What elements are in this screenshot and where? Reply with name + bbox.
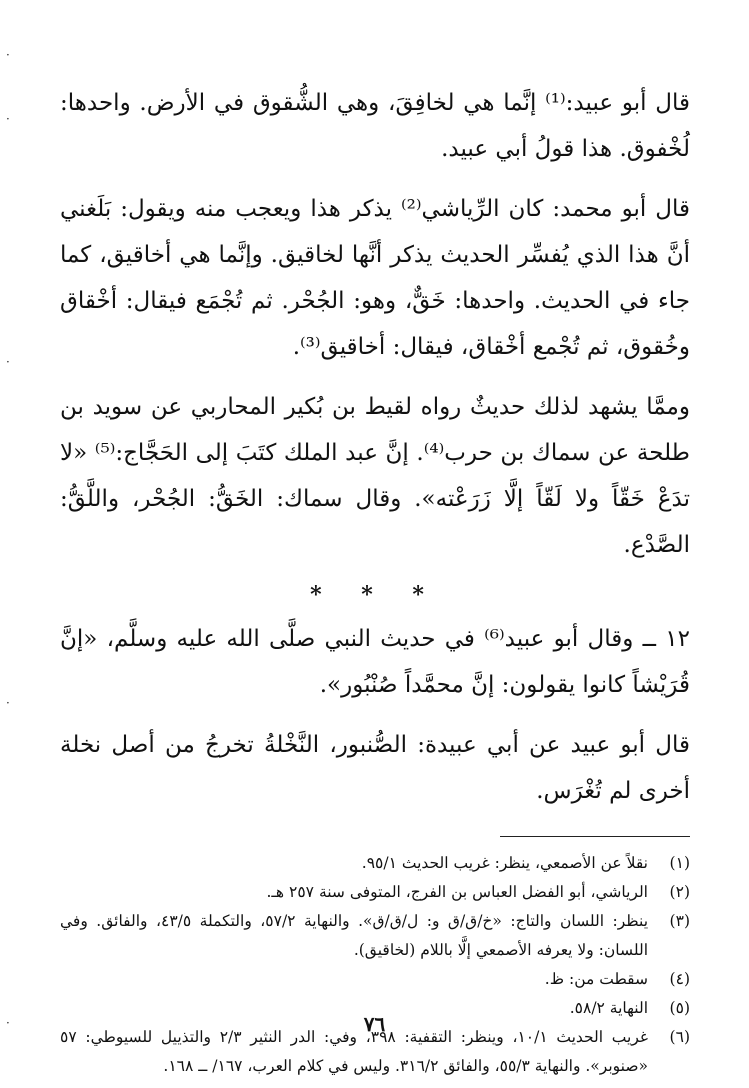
footnote-number: (٦) (669, 1028, 690, 1046)
page-number: ٧٦ (363, 1012, 386, 1036)
paragraph-1: قال أبو عبيد:⁽¹⁾ إنَّما هي لخافِقَ، وهي الشُّقوق في الأرض. واحدها: لُخْفوق. هذا قولُ أبي عبيد. (60, 90, 690, 162)
footnotes (60, 849, 690, 1081)
margin-mark: · (6, 355, 10, 369)
footnote (60, 965, 690, 994)
footnote-number: (٢) (669, 883, 690, 901)
footnote-text: سقطت من: ظ. (544, 970, 648, 988)
paragraph-3: وممَّا يشهد لذلك حديثٌ رواه لقيط بن بُكير المحاربي عن سويد بن طلحة عن سماك بن حرب⁽⁴⁾. إنَّ عبد الملك كتَبَ إلى الحَجَّاج:⁽⁵⁾ «لا تدَعْ خَقّاً ولا لَقّاً إلَّا زَرَعْته». وقال سماك: الخَقُّ: الجُحْر، واللَّقُّ: الصَّدْع. (60, 394, 690, 558)
footnote (60, 878, 690, 907)
footnote-divider (500, 836, 690, 837)
footnote-text: غريب الحديث ١٠/١، وينظر: التقفية: ٣٩٨، وفي: الدر النثير ٢/٣ والتذييل للسيوطي: ٥٧ «صنوبر». والنهاية ٥٥/٣، والفائق ٣١٦/٢. وليس في كلام العرب، ١٦٧/ ــ ١٦٨. (60, 1028, 648, 1075)
footnote-number: (٤) (669, 970, 690, 988)
footnote-text: النهاية ٥٨/٢. (569, 999, 648, 1017)
section-12-heading-paragraph: ١٢ ــ وقال أبو عبيد⁽⁶⁾ في حديث النبي صلَّى الله عليه وسلَّم، «إنَّ قُرَيْشاً كانوا يقولون: إنَّ محمَّداً صُنْبُور». (60, 626, 690, 698)
margin-mark: · (6, 112, 10, 126)
footnote (60, 849, 690, 878)
footnote-text: نقلاً عن الأصمعي، ينظر: غريب الحديث ٩٥/١. (361, 854, 648, 872)
margin-mark: · (6, 1016, 10, 1030)
footnote (60, 907, 690, 965)
footnote-text: الرياشي، أبو الفضل العباس بن الفرج، المتوفى سنة ٢٥٧ هـ. (266, 883, 648, 901)
footnote-number: (٣) (669, 912, 690, 930)
margin-mark: · (6, 48, 10, 62)
footnote-number: (٥) (669, 999, 690, 1017)
page-body (60, 80, 690, 1081)
paragraph-2: قال أبو محمد: كان الرِّياشي⁽²⁾ يذكر هذا ويعجب منه ويقول: بَلَغني أنَّ هذا الذي يُفسِّر الحديث يذكر أنَّها لخاقيق. وإنَّما هي أخاقيق، كما جاء في الحديث. واحدها: خَقٌّ، وهو: الجُحْر. ثم تُجْمَع فيقال: أخْقاق وخُقوق، ثم تُجْمع أخْقاق، فيقال: أخاقيق⁽³⁾. (60, 196, 690, 360)
footnote-text: ينظر: اللسان والتاج: «خ/ق/ق و: ل/ق/ق». والنهاية ٥٧/٢، والتكملة ٤٣/٥، والفائق. وفي اللسان: ولا يعرفه الأصمعي إلَّا باللام (لخاقيق). (60, 912, 649, 959)
section-separator: * * * (310, 582, 440, 608)
footnote-number: (١) (669, 854, 690, 872)
section-12-paragraph: قال أبو عبيد عن أبي عبيدة: الصُّنبور، النَّخْلةُ تخرجُ من أصل نخلة أخرى لم تُغْرَس. (60, 732, 690, 804)
margin-mark: · (6, 696, 10, 710)
